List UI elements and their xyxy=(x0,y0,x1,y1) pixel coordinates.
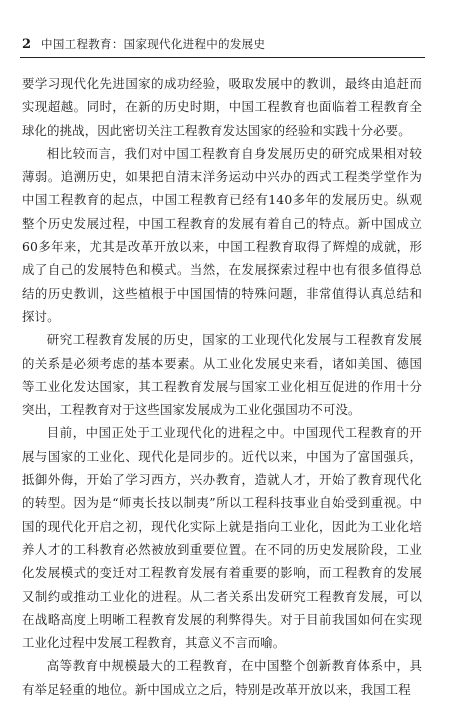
paragraph-2: 相比较而言，我们对中国工程教育自身发展历史的研究成果相对较薄弱。追溯历史，如果把自清末洋务运动中兴办的西式工程类学堂作为中国工程教育的起点，中国工程教育已经有140多年的发展历史。纵观整个历史发展过程，中国工程教育的发展有着自己的特点。新中国成立60多年来，尤其是改革开放以来，中国工程教育取得了辉煌的成就，形成了自己的发展特色和模式。当然，在发展探索过程中也有很多值得总结的历史教训，这些植根于中国国情的特殊问题，非常值得认真总结和探讨。 xyxy=(22,145,422,324)
running-head-title: 中国工程教育：国家现代化进程中的发展史 xyxy=(41,37,266,51)
header-divider xyxy=(20,57,425,58)
paragraph-5: 高等教育中规模最大的工程教育，在中国整个创新教育体系中，具有举足轻重的地位。新中国成立之后，特别是改革开放以来，我国工程 xyxy=(22,658,422,697)
page-number: 2 xyxy=(22,37,32,52)
paragraph-4: 目前，中国正处于工业现代化的进程之中。中国现代工程教育的开展与国家的工业化、现代化是同步的。近代以来，中国为了富国强兵，抵御外侮，开始了学习西方，兴办教育，造就人才，开始了教育现代化的转型。因为是“师夷长技以制夷”所以工程科技事业自始受到重视。中国的现代化开启之初，现代化实际上就是指向工业化，因此为工业化培养人才的工科教育必然被放到重要位置。在不同的历史发展阶段，工业化发展模式的变迁对工程教育发展有着重要的影响，而工程教育的发展又制约或推动工业化的进程。从二者关系出发研究工程教育发展，可以在战略高度上明晰工程教育发展的利弊得失。对于目前我国如何在实现工业化过程中发展工程教育，其意义不言而喻。 xyxy=(22,425,422,651)
paragraph-3: 研究工程教育发展的历史，国家的工业现代化发展与工程教育发展的关系是必须考虑的基本要素。从工业化发展史来看，诸如美国、德国等工业化发达国家，其工程教育发展与国家工业化相互促进的作用十分突出，工程教育对于这些国家发展成为工业化强国功不可没。 xyxy=(22,332,422,418)
running-head xyxy=(22,36,422,54)
paragraph-1: 要学习现代化先进国家的成功经验，吸取发展中的教训，最终由追赶而实现超越。同时，在新的历史时期，中国工程教育也面临着工程教育全球化的挑战，因此密切关注工程教育发达国家的经验和实践十分必要。 xyxy=(22,76,422,138)
body-text xyxy=(22,72,422,701)
